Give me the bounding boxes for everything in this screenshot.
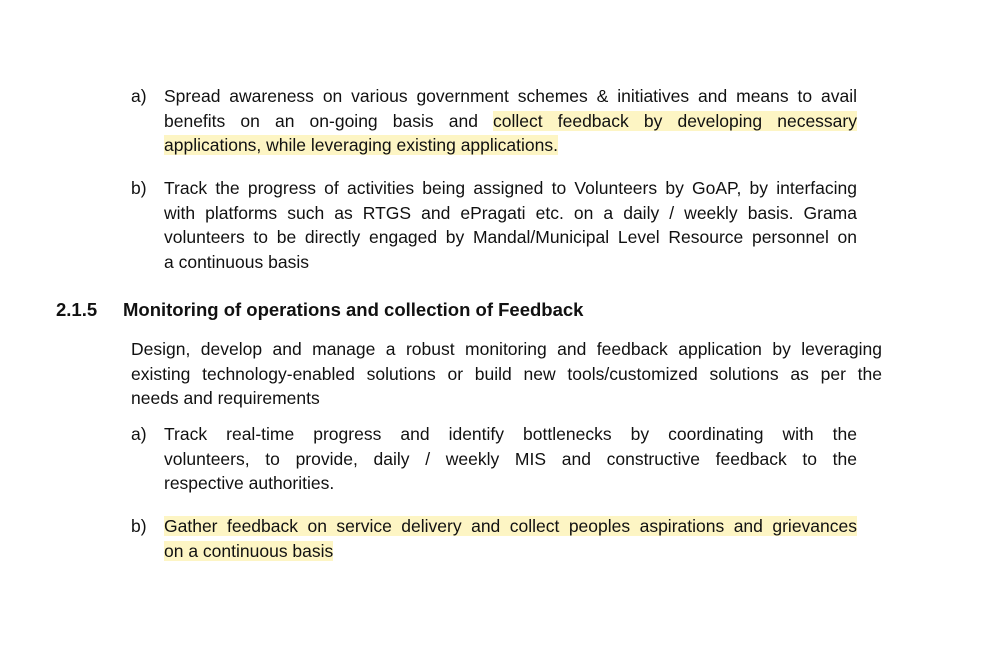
list-marker: a)	[131, 86, 147, 106]
text-line-mixed	[164, 109, 857, 134]
text-line: respective authorities.	[164, 473, 335, 493]
list-item-real-time-progress	[131, 422, 857, 496]
text-line: Design, develop and manage a robust monitoring and feedback application by leveraging	[131, 339, 882, 359]
text-line: with platforms such as RTGS and ePragati etc. on a daily / weekly basis. Grama	[164, 202, 857, 223]
highlighted-text: on a continuous basis	[164, 540, 334, 561]
text-line: volunteers to be directly engaged by Mandal/Municipal Level Resource personnel on	[164, 227, 857, 247]
list-item-text	[164, 514, 857, 563]
list-marker: b)	[131, 516, 147, 536]
list-marker: a)	[131, 424, 147, 444]
list-marker: b)	[131, 178, 147, 198]
section-title: Monitoring of operations and collection of Feedback	[123, 299, 584, 320]
text-line	[164, 514, 857, 539]
highlighted-text: collect feedback by developing necessary	[493, 110, 857, 131]
section-heading	[56, 297, 583, 323]
text-line: volunteers, to provide, daily / weekly MIS and constructive feedback to the	[164, 448, 857, 469]
section-number: 2.1.5	[56, 299, 98, 320]
list-item-text	[164, 422, 857, 496]
text-line: Track real-time progress and identify bottlenecks by coordinating with the	[164, 424, 857, 444]
text-line	[164, 133, 857, 158]
list-item-awareness	[131, 84, 857, 158]
text-line	[164, 539, 857, 564]
text-line: needs and requirements	[131, 388, 320, 408]
text-line: Track the progress of activities being assigned to Volunteers by GoAP, by interfacing	[164, 178, 857, 198]
text-fragment: benefits on an on-going basis and	[164, 110, 494, 131]
text-line: Spread awareness on various government schemes & initiatives and means to avail	[164, 86, 857, 106]
text-line: existing technology-enabled solutions or build new tools/customized solutions as per the	[131, 363, 882, 384]
list-item-gather-feedback	[131, 514, 857, 564]
section-intro-paragraph	[131, 337, 882, 411]
highlighted-text: Gather feedback on service delivery and collect peoples aspirations and grievances	[164, 516, 857, 536]
text-line: a continuous basis	[164, 251, 309, 272]
list-item-text	[164, 84, 857, 158]
highlighted-text: applications, while leveraging existing applications.	[164, 135, 558, 155]
list-item-text	[164, 176, 857, 274]
list-item-track-progress	[131, 176, 857, 274]
